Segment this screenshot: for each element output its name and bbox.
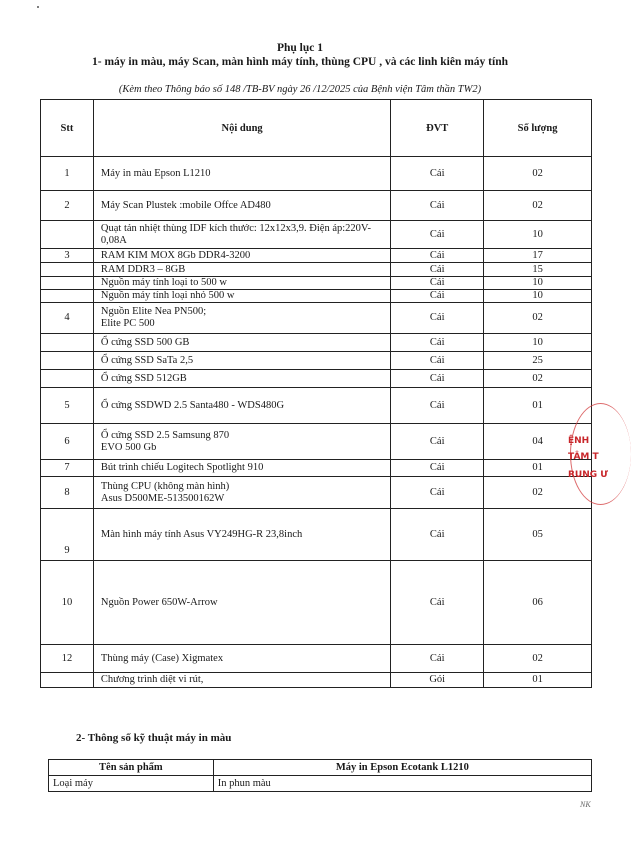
appendix-title: Phụ lục 1 (276, 42, 323, 54)
row-unit: Cái (391, 509, 484, 561)
row-unit: Cái (391, 191, 484, 221)
row-content-line: Ổ cứng SSD 512GB (100, 372, 187, 384)
row-content-line: RAM KIM MOX 8Gb DDR4-3200 (100, 249, 251, 261)
table-row (41, 263, 592, 277)
row-content (93, 290, 390, 303)
row-content-line: Máy in màu Epson L1210 (100, 167, 211, 179)
row-unit: Cái (391, 460, 484, 477)
table-row (41, 191, 592, 221)
row-stt (41, 370, 94, 388)
row-content-line: 0,08A (100, 234, 127, 246)
row-stt: 4 (41, 303, 94, 334)
table-row (41, 477, 592, 509)
table-row (41, 509, 592, 561)
stamp-line-2: TÂM T (568, 452, 599, 462)
row-content-line: Máy Scan Plustek :mobile Offce AD480 (100, 199, 271, 211)
table-row (41, 303, 592, 334)
row-content-line: Ổ cứng SSD 500 GB (100, 336, 190, 348)
table-row (41, 673, 592, 688)
row-quantity: 02 (484, 303, 592, 334)
row-unit: Gói (391, 673, 484, 688)
table-row (41, 388, 592, 424)
stamp-line-1: ỆNH (568, 436, 590, 446)
table-row (41, 277, 592, 290)
table-row (41, 370, 592, 388)
row-stt: 10 (41, 561, 94, 645)
row-content (93, 352, 390, 370)
header-unit: ĐVT (391, 100, 484, 157)
row-content-line: Quạt tản nhiệt thùng IDF kích thước: 12x12x3,9. Điện áp:220V- (100, 222, 372, 234)
row-stt (41, 290, 94, 303)
row-content (93, 157, 390, 191)
row-content (93, 673, 390, 688)
scan-dot (37, 6, 39, 8)
section-2-title: 2- Thông số kỹ thuật máy in màu (76, 732, 232, 744)
row-quantity: 10 (484, 277, 592, 290)
table-row (41, 460, 592, 477)
row-unit: Cái (391, 561, 484, 645)
row-content (93, 249, 390, 263)
row-content (93, 334, 390, 352)
row-stt: 3 (41, 249, 94, 263)
spec-header-product: Máy in Epson Ecotank L1210 (213, 760, 591, 776)
row-content-line: Màn hình máy tính Asus VY249HG-R 23,8inch (100, 528, 303, 540)
row-unit: Cái (391, 370, 484, 388)
spec-label: Loại máy (49, 776, 214, 792)
row-content-line: EVO 500 Gb (100, 441, 157, 453)
row-quantity: 06 (484, 561, 592, 645)
row-stt: 2 (41, 191, 94, 221)
row-content-line: Ổ cứng SSD SaTa 2,5 (100, 354, 194, 366)
row-unit: Cái (391, 388, 484, 424)
row-unit: Cái (391, 221, 484, 249)
row-stt: 6 (41, 424, 94, 460)
row-content (93, 561, 390, 645)
row-stt (41, 263, 94, 277)
row-stt: 1 (41, 157, 94, 191)
appendix-note: (Kèm theo Thông báo số 148 /TB-BV ngày 26 /12/2025 của Bệnh viện Tâm thần TW2) (118, 84, 482, 95)
row-quantity: 02 (484, 370, 592, 388)
table-row (41, 352, 592, 370)
row-content-line: Nguồn Power 650W-Arrow (100, 596, 218, 608)
row-quantity: 01 (484, 388, 592, 424)
row-content-line: RAM DDR3 – 8GB (100, 263, 186, 275)
row-content-line: Nguồn Elite Nea PN500; (100, 306, 207, 317)
row-quantity: 02 (484, 645, 592, 673)
row-stt: 9 (41, 509, 94, 561)
row-content (93, 277, 390, 290)
spec-value: In phun màu (213, 776, 591, 792)
row-quantity: 17 (484, 249, 592, 263)
spec-header-row (49, 760, 592, 776)
row-content (93, 221, 390, 249)
row-quantity: 25 (484, 352, 592, 370)
row-content-line: Bút trình chiếu Logitech Spotlight 910 (100, 462, 264, 473)
initials-mark: NK (580, 800, 591, 809)
row-content-line: Nguồn máy tính loại nhỏ 500 w (100, 290, 235, 301)
header-stt: Stt (41, 100, 94, 157)
row-unit: Cái (391, 645, 484, 673)
row-content (93, 424, 390, 460)
row-content (93, 645, 390, 673)
row-quantity: 05 (484, 509, 592, 561)
spec-row (49, 776, 592, 792)
row-quantity: 10 (484, 221, 592, 249)
row-unit: Cái (391, 249, 484, 263)
row-content-line: Nguồn máy tính loại to 500 w (100, 277, 227, 288)
row-content-line: Thùng máy (Case) Xigmatex (100, 652, 224, 664)
row-quantity: 10 (484, 334, 592, 352)
red-stamp (562, 403, 608, 503)
table-row (41, 249, 592, 263)
row-unit: Cái (391, 263, 484, 277)
row-content-line: Thùng CPU (không màn hình) (100, 480, 230, 492)
row-stt: 7 (41, 460, 94, 477)
row-content (93, 263, 390, 277)
row-stt (41, 673, 94, 688)
row-content (93, 388, 390, 424)
row-quantity: 02 (484, 157, 592, 191)
header-content: Nội dung (93, 100, 390, 157)
row-quantity: 15 (484, 263, 592, 277)
row-stt: 5 (41, 388, 94, 424)
row-unit: Cái (391, 334, 484, 352)
row-stt (41, 334, 94, 352)
equipment-table (40, 99, 592, 688)
row-content-line: Ổ cứng SSDWD 2.5 Santa480 - WDS480G (100, 399, 285, 411)
row-content (93, 191, 390, 221)
table-row (41, 290, 592, 303)
row-content (93, 477, 390, 509)
row-content (93, 509, 390, 561)
row-stt (41, 221, 94, 249)
row-unit: Cái (391, 303, 484, 334)
row-stt: 8 (41, 477, 94, 509)
row-content (93, 303, 390, 334)
row-quantity: 10 (484, 290, 592, 303)
table-row (41, 334, 592, 352)
row-unit: Cái (391, 352, 484, 370)
header-quantity: Số lượng (484, 100, 592, 157)
row-stt (41, 352, 94, 370)
row-quantity: 04 (484, 424, 592, 460)
row-content-line: Ổ cứng SSD 2.5 Samsung 870 (100, 429, 230, 441)
row-content-line: Elite PC 500 (100, 318, 155, 329)
table-row (41, 424, 592, 460)
table-row (41, 561, 592, 645)
table-header-row (41, 100, 592, 157)
row-content (93, 460, 390, 477)
row-quantity: 01 (484, 673, 592, 688)
row-unit: Cái (391, 157, 484, 191)
stamp-line-3: RUNG Ư (568, 470, 608, 480)
row-unit: Cái (391, 424, 484, 460)
row-unit: Cái (391, 277, 484, 290)
row-quantity: 02 (484, 191, 592, 221)
row-quantity: 01 (484, 460, 592, 477)
row-content-line: Chương trình diệt vi rút, (100, 674, 204, 685)
table-row (41, 645, 592, 673)
appendix-subject: 1- máy in màu, máy Scan, màn hình máy tính, thùng CPU , và các linh kiên máy tính (92, 56, 508, 68)
table-row (41, 157, 592, 191)
spec-table (48, 759, 592, 792)
row-content (93, 370, 390, 388)
row-content-line: Asus D500ME-513500162W (100, 492, 225, 504)
row-quantity: 02 (484, 477, 592, 509)
table-row (41, 221, 592, 249)
row-unit: Cái (391, 477, 484, 509)
row-stt: 12 (41, 645, 94, 673)
row-unit: Cái (391, 290, 484, 303)
row-stt (41, 277, 94, 290)
spec-header-name: Tên sản phẩm (49, 760, 214, 776)
